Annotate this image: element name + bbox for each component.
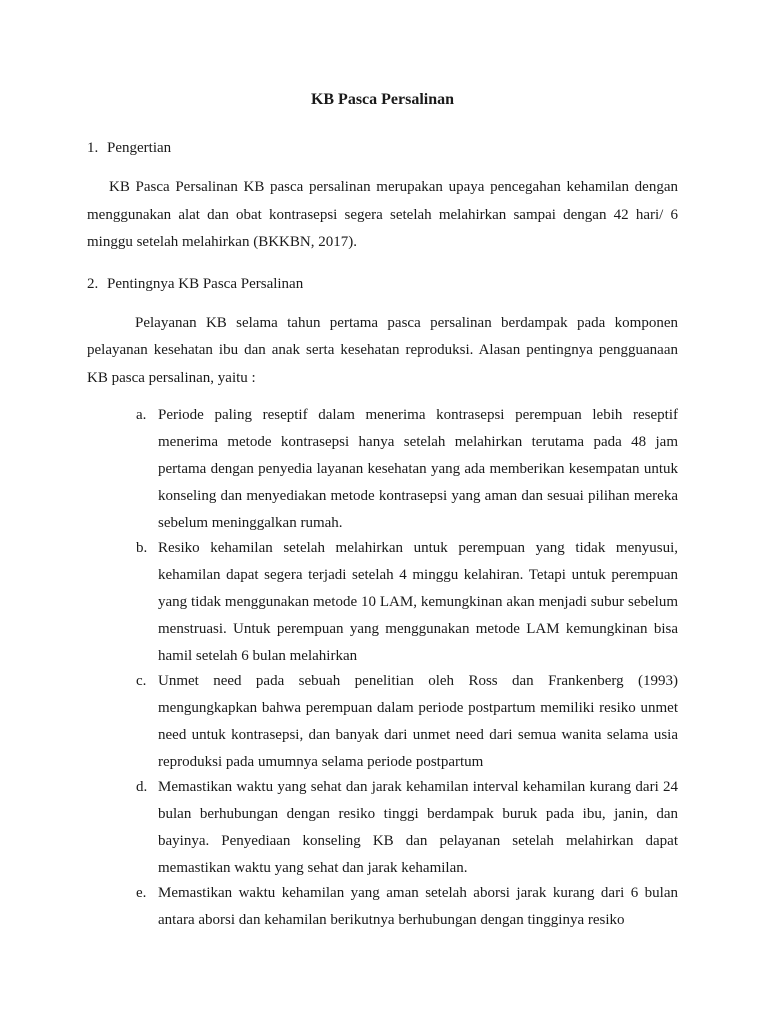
list-marker: a. <box>136 407 147 423</box>
section-number: 2. <box>87 275 99 292</box>
paragraph-pengertian: KB Pasca Persalinan KB pasca persalinan merupakan upaya pencegahan kehamilan dengan menggunakan alat dan obat kontrasepsi segera setelah melahirkan sampai dengan 42 hari/ 6 minggu setelah melahirkan (BKKBN, 2017). <box>87 179 678 250</box>
list-marker: d. <box>136 779 148 795</box>
list-item <box>136 535 678 670</box>
list-item-text: Unmet need pada sebuah penelitian oleh Ross dan Frankenberg (1993) mengungkapkan bahwa perempuan dalam periode postpartum memiliki resiko unmet need untuk kontrasepsi, dan banyak dari unmet need dari semua wanita selama usia reproduksi pada umumnya selama periode postpartum <box>158 673 678 770</box>
list-marker: c. <box>136 673 147 689</box>
document-title: KB Pasca Persalinan <box>310 91 455 108</box>
section-title: Pentingnya KB Pasca Persalinan <box>107 275 304 292</box>
section-heading-pentingnya <box>87 274 678 294</box>
reasons-list <box>87 402 678 934</box>
list-item-text: Memastikan waktu yang sehat dan jarak kehamilan interval kehamilan kurang dari 24 bulan berhubungan dengan resiko tinggi berdampak buruk pada ibu, janin, dan bayinya. Penyediaan konseling KB dan pelayanan setelah melahirkan dapat memastikan waktu yang sehat dan jarak kehamilan. <box>158 779 678 876</box>
list-item <box>136 774 678 882</box>
list-item-text: Memastikan waktu kehamilan yang aman setelah aborsi jarak kurang dari 6 bulan antara aborsi dan kehamilan berikutnya berhubungan dengan tingginya resiko <box>158 885 678 928</box>
list-marker: b. <box>136 540 148 556</box>
list-marker: e. <box>136 885 147 901</box>
section-title: Pengertian <box>107 140 172 156</box>
list-item <box>136 880 678 934</box>
section-number: 1. <box>87 140 99 156</box>
list-item <box>136 402 678 537</box>
list-item <box>136 668 678 776</box>
section-heading-pengertian <box>87 138 678 158</box>
list-item-text: Resiko kehamilan setelah melahirkan untuk perempuan yang tidak menyusui, kehamilan dapat segera terjadi setelah 4 minggu kelahiran. Tetapi untuk perempuan yang tidak menggunakan metode 10 LAM, kemungkinan akan menjadi subur sebelum menstruasi. Untuk perempuan yang menggunakan metode LAM kemungkinan bisa hamil setelah 6 bulan melahirkan <box>158 540 678 664</box>
list-item-text: Periode paling reseptif dalam menerima kontrasepsi perempuan lebih reseptif menerima metode kontrasepsi hanya setelah melahirkan terutama pada 48 jam pertama dengan penyedia layanan kesehatan yang ada memberikan kesempatan untuk konseling dan menyediakan metode kontrasepsi yang aman dan sesuai pilihan mereka sebelum meninggalkan rumah. <box>158 407 678 531</box>
paragraph-pentingnya: Pelayanan KB selama tahun pertama pasca persalinan berdampak pada komponen pelayanan kesehatan ibu dan anak serta kesehatan reproduksi. Alasan pentingnya pengguanaan KB pasca persalinan, yaitu : <box>87 314 678 386</box>
